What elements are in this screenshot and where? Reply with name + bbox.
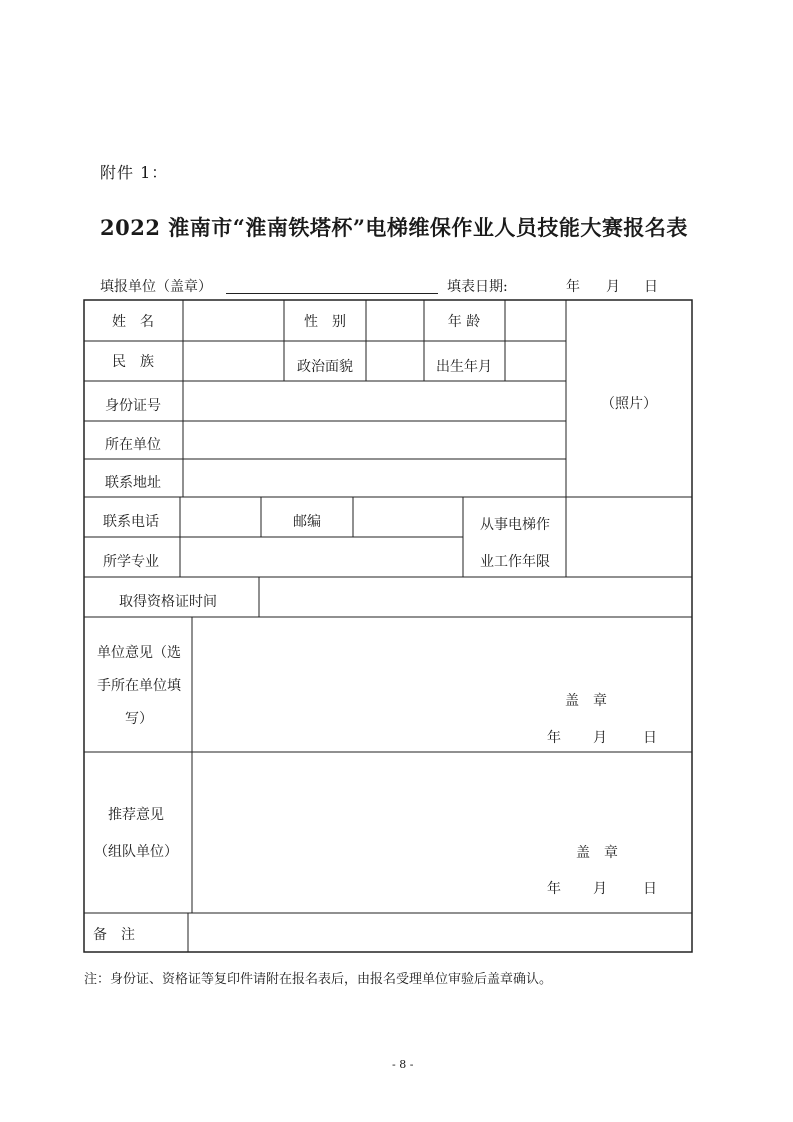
label-name: 姓 名 [112,314,154,330]
unit-opinion-year: 年 [547,730,561,746]
unit-opinion-month: 月 [593,730,607,746]
label-major: 所学专业 [103,554,159,570]
fill-date-label: 填表日期: [447,279,508,295]
label-postcode: 邮编 [293,514,321,530]
label-id-number: 身份证号 [105,398,161,414]
label-age: 年 龄 [447,314,481,330]
label-political: 政治面貌 [297,359,353,375]
recommend-month: 月 [593,881,607,897]
recommend-day: 日 [643,881,657,897]
fill-date-year: 年 [566,279,580,295]
label-gender: 性 别 [304,314,346,330]
label-ethnicity: 民 族 [112,354,154,370]
page-number: - 8 - [392,1058,414,1071]
label-years-line1: 从事电梯作 [480,517,550,533]
label-cert-time: 取得资格证时间 [119,594,217,610]
fill-date-day: 日 [644,279,658,295]
label-recommend-line1: 推荐意见 [108,807,164,823]
label-phone: 联系电话 [103,514,159,530]
photo-placeholder: （照片） [601,396,657,412]
label-address: 联系地址 [105,475,161,491]
label-unit-opinion: 单位意见（选手所在单位填写） [97,645,181,727]
unit-opinion-day: 日 [643,730,657,746]
label-remarks: 备 注 [93,927,135,943]
recommend-seal: 盖 章 [576,845,618,861]
label-birth: 出生年月 [436,359,492,375]
label-years-line2: 业工作年限 [480,554,550,570]
footnote: 注：身份证、资格证等复印件请附在报名表后，由报名受理单位审验后盖章确认。 [84,972,553,987]
fill-date-month: 月 [606,279,620,295]
unit-opinion-seal: 盖 章 [565,693,607,709]
page-title: 2022 淮南市“淮南铁塔杯”电梯维保作业人员技能大赛报名表 [100,215,688,240]
recommend-year: 年 [547,881,561,897]
attachment-label: 附件 1： [100,163,169,182]
label-employer: 所在单位 [105,437,161,453]
label-recommend-line2: （组队单位） [94,844,178,860]
fill-unit-label: 填报单位（盖章） [100,279,212,295]
